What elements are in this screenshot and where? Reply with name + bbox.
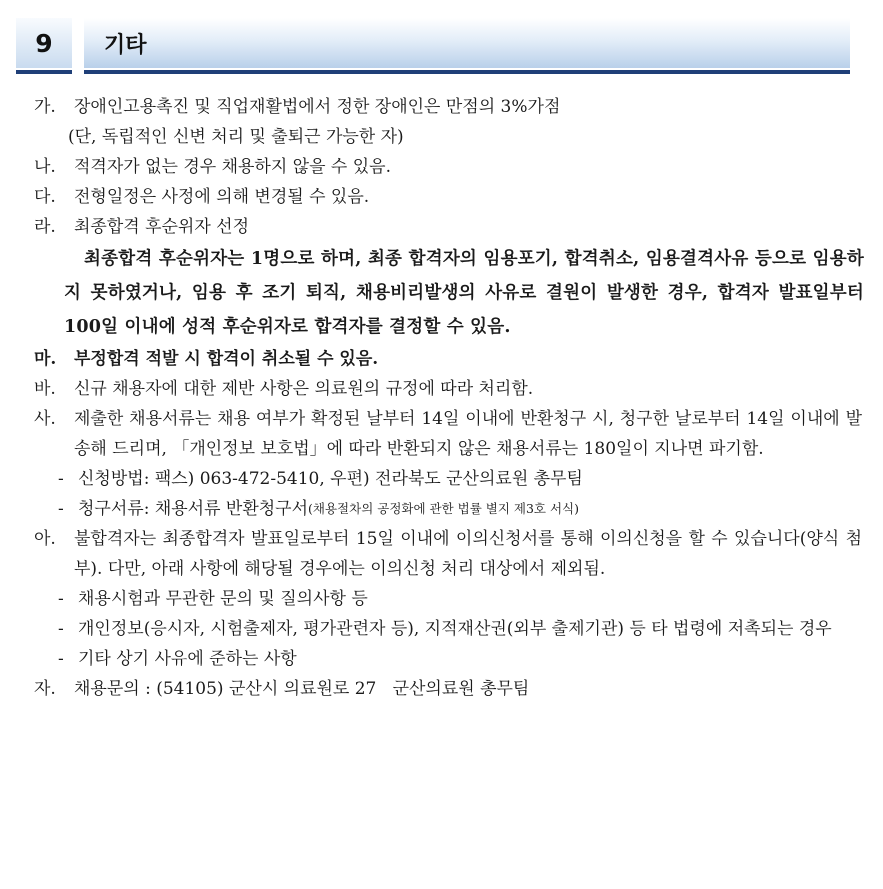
dash-marker: -: [58, 499, 64, 519]
item-marker: 마.: [34, 349, 57, 369]
item-marker: 나.: [34, 157, 56, 177]
item-marker: 자.: [34, 679, 56, 699]
section-number: 9: [16, 18, 72, 68]
section-header: [16, 18, 850, 74]
item-text: 적격자가 없는 경우 채용하지 않을 수 있음.: [74, 157, 392, 177]
section-number-underline: [16, 70, 72, 74]
item-marker: 다.: [34, 187, 56, 207]
item-ra-detail: 최종합격 후순위자는 1명으로 하며, 최종 합격자의 임용포기, 합격취소, 임용결격사유 등으로 임용하지 못하였거나, 임용 후 조기 퇴직, 채용비리발생의 사유로 결원이 발생한 경우, 합격자 발표일부터 100일 이내에 성적 후순위자로 합격자를 결정할 수 있음.: [64, 249, 864, 337]
item-ga-note: (단, 독립적인 신변 처리 및 출퇴근 가능한 자): [68, 127, 404, 147]
section-title-underline: [84, 70, 850, 74]
item-a: [34, 524, 874, 584]
item-text: 신규 채용자에 대한 제반 사항은 의료원의 규정에 따라 처리함.: [74, 379, 534, 399]
bullet-text: 신청방법: 팩스) 063-472-5410, 우편) 전라북도 군산의료원 총무팀: [78, 469, 583, 489]
item-ma: [34, 344, 874, 374]
bullet-text: 청구서류: 채용서류 반환청구서: [78, 499, 309, 519]
item-text: 전형일정은 사정에 의해 변경될 수 있음.: [74, 187, 370, 207]
item-marker: 라.: [34, 217, 56, 237]
item-marker: 바.: [34, 379, 56, 399]
item-text: 불합격자는 최종합격자 발표일로부터 15일 이내에 이의신청서를 통해 이의신청을 할 수 있습니다(양식 첨부). 다만, 아래 사항에 해당될 경우에는 이의신청 처리 대상에서 제외됨.: [74, 529, 862, 579]
item-marker: 아.: [34, 529, 56, 549]
item-text: 부정합격 적발 시 합격이 취소될 수 있음.: [74, 349, 379, 369]
item-sa: [34, 404, 874, 464]
item-ga: [34, 92, 874, 122]
item-a-bullet-2: [34, 614, 874, 644]
item-ra: [34, 212, 874, 242]
item-ba: [34, 374, 874, 404]
bullet-text: 기타 상기 사유에 준하는 사항: [78, 649, 297, 669]
item-text: 장애인고용촉진 및 직업재활법에서 정한 장애인은 만점의 3%가점: [74, 97, 561, 117]
item-ja: [34, 674, 874, 704]
item-sa-bullet-1: [34, 464, 874, 494]
item-marker: 사.: [34, 409, 56, 429]
item-text: 제출한 채용서류는 채용 여부가 확정된 날부터 14일 이내에 반환청구 시, 청구한 날로부터 14일 이내에 발송해 드리며, 「개인정보 보호법」에 따라 반환되지 않은 채용서류는 180일이 지나면 파기함.: [74, 409, 862, 459]
item-na: [34, 152, 874, 182]
dash-marker: -: [58, 619, 64, 639]
item-a-bullet-1: [34, 584, 874, 614]
item-marker: 가.: [34, 97, 56, 117]
item-sa-bullet-2: [34, 494, 874, 524]
section-content: [34, 92, 874, 704]
bullet-text: 개인정보(응시자, 시험출제자, 평가관련자 등), 지적재산권(외부 출제기관) 등 타 법령에 저촉되는 경우: [78, 619, 832, 639]
item-da: [34, 182, 874, 212]
item-text: 최종합격 후순위자 선정: [74, 217, 250, 237]
item-text: 채용문의 : (54105) 군산시 의료원로 27 군산의료원 총무팀: [74, 679, 530, 699]
dash-marker: -: [58, 469, 64, 489]
section-title: 기타: [84, 18, 850, 68]
bullet-text: 채용시험과 무관한 문의 및 질의사항 등: [78, 589, 368, 609]
bullet-note: (채용절차의 공정화에 관한 법률 별지 제3호 서식): [308, 501, 580, 516]
dash-marker: -: [58, 649, 64, 669]
dash-marker: -: [58, 589, 64, 609]
item-a-bullet-3: [34, 644, 874, 674]
